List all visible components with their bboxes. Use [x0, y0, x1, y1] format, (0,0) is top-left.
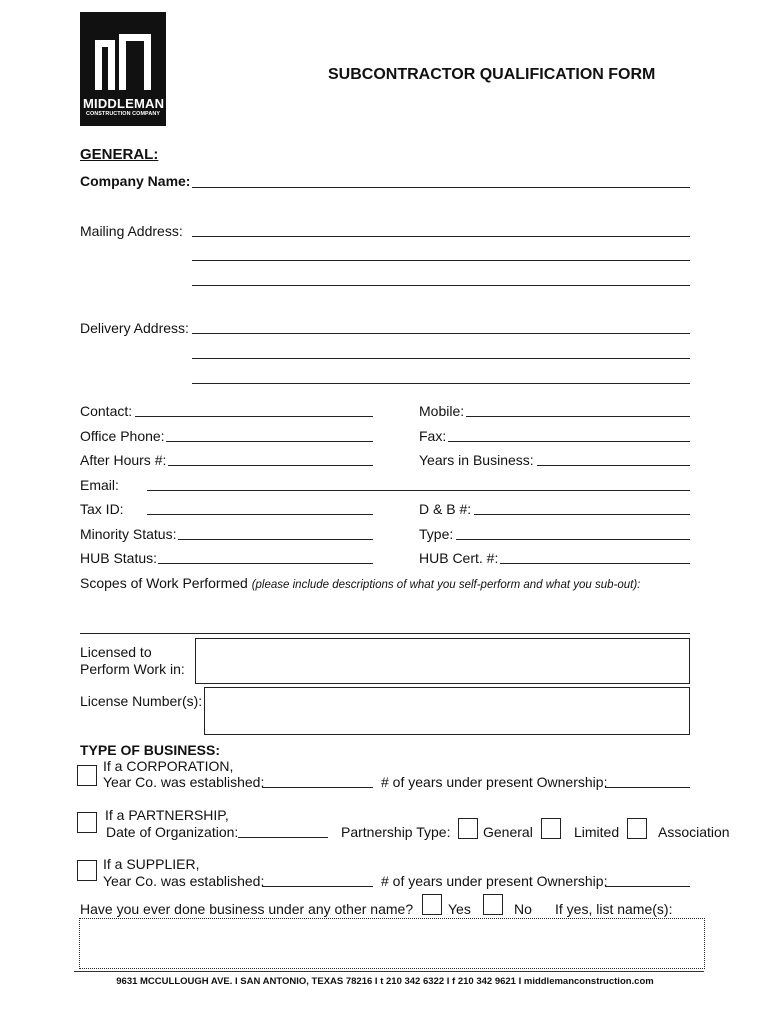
- db-number-field[interactable]: [474, 514, 690, 515]
- supplier-year-established-field[interactable]: [262, 886, 373, 887]
- company-name-label: Company Name:: [80, 173, 191, 189]
- mailing-address-field-2[interactable]: [192, 260, 690, 261]
- scopes-note: (please include descriptions of what you self-perform and what you sub-out):: [251, 579, 641, 591]
- no-checkbox[interactable]: [483, 894, 503, 915]
- mobile-field[interactable]: [466, 416, 690, 417]
- type-label: Type:: [419, 526, 454, 542]
- if-yes-label: If yes, list name(s):: [555, 901, 673, 917]
- email-label: Email:: [80, 477, 119, 493]
- supplier-label: If a SUPPLIER,: [103, 856, 200, 872]
- yes-checkbox[interactable]: [422, 894, 442, 915]
- section-heading-business: TYPE OF BUSINESS:: [80, 742, 221, 758]
- contact-label: Contact:: [80, 403, 133, 419]
- logo-mark-icon: [93, 34, 153, 90]
- after-hours-field[interactable]: [168, 465, 373, 466]
- partnership-type-label: Partnership Type:: [341, 824, 451, 840]
- mailing-address-field-3[interactable]: [192, 285, 690, 286]
- corp-year-established-field[interactable]: [262, 787, 373, 788]
- scopes-label: [80, 575, 640, 593]
- tax-id-field[interactable]: [147, 514, 373, 515]
- years-in-business-field[interactable]: [537, 465, 690, 466]
- logo-name: MIDDLEMAN: [83, 96, 165, 111]
- delivery-address-field-3[interactable]: [192, 383, 690, 384]
- association-checkbox[interactable]: [627, 818, 647, 839]
- fax-label: Fax:: [419, 428, 447, 444]
- limited-checkbox[interactable]: [541, 818, 561, 839]
- delivery-address-field-1[interactable]: [192, 333, 690, 334]
- corp-years-ownership-field[interactable]: [605, 787, 690, 788]
- corporation-checkbox[interactable]: [77, 765, 97, 786]
- scopes-field[interactable]: [80, 633, 690, 634]
- scopes-title: Scopes of Work Performed: [80, 575, 248, 591]
- supplier-years-ownership-field[interactable]: [605, 886, 690, 887]
- general-label: General: [483, 824, 533, 840]
- date-org-field[interactable]: [238, 837, 328, 838]
- licensed-label-1: Licensed to: [80, 644, 152, 660]
- after-hours-label: After Hours #:: [80, 452, 167, 468]
- other-name-question: Have you ever done business under any other name?: [80, 901, 414, 917]
- hub-cert-field[interactable]: [500, 563, 690, 564]
- association-label: Association: [658, 824, 730, 840]
- type-field[interactable]: [456, 539, 690, 540]
- corporation-label: If a CORPORATION,: [103, 758, 234, 774]
- licensed-field[interactable]: [195, 638, 690, 684]
- supplier-years-ownership-label: # of years under present Ownership:: [381, 873, 608, 889]
- minority-status-label: Minority Status:: [80, 526, 177, 542]
- mailing-address-field-1[interactable]: [192, 236, 690, 237]
- license-numbers-label: License Number(s):: [80, 693, 203, 709]
- date-org-label: Date of Organization:: [106, 824, 239, 840]
- years-in-business-label: Years in Business:: [419, 452, 534, 468]
- email-field[interactable]: [147, 490, 690, 491]
- other-names-field[interactable]: [79, 918, 705, 969]
- yes-label: Yes: [448, 901, 471, 917]
- supplier-checkbox[interactable]: [77, 860, 97, 881]
- hub-status-label: HUB Status:: [80, 550, 158, 566]
- tax-id-label: Tax ID:: [80, 501, 124, 517]
- corp-year-established-label: Year Co. was established:: [103, 774, 265, 790]
- limited-label: Limited: [574, 824, 620, 840]
- company-logo: [80, 12, 166, 126]
- delivery-address-field-2[interactable]: [192, 358, 690, 359]
- section-heading-general: GENERAL:: [80, 146, 159, 163]
- contact-field[interactable]: [135, 416, 373, 417]
- logo-subtitle: CONSTRUCTION COMPANY: [85, 111, 161, 117]
- supplier-year-established-label: Year Co. was established:: [103, 873, 265, 889]
- office-phone-field[interactable]: [166, 441, 373, 442]
- hub-status-field[interactable]: [158, 563, 373, 564]
- company-name-field[interactable]: [192, 187, 690, 188]
- mailing-address-label: Mailing Address:: [80, 223, 183, 239]
- db-number-label: D & B #:: [419, 501, 472, 517]
- footer-contact: 9631 MCCULLOUGH AVE. I SAN ANTONIO, TEXAS 78216 I t 210 342 6322 I f 210 342 9621 I middlemanconstruction.com: [116, 976, 654, 987]
- no-label: No: [514, 901, 532, 917]
- footer-divider: [74, 971, 704, 972]
- license-numbers-field[interactable]: [204, 687, 690, 735]
- partnership-label: If a PARTNERSHIP,: [105, 807, 229, 823]
- licensed-label-2: Perform Work in:: [80, 661, 185, 677]
- corp-years-ownership-label: # of years under present Ownership:: [381, 774, 608, 790]
- partnership-checkbox[interactable]: [77, 812, 97, 833]
- general-checkbox[interactable]: [458, 818, 478, 839]
- mobile-label: Mobile:: [419, 403, 465, 419]
- hub-cert-label: HUB Cert. #:: [419, 550, 499, 566]
- fax-field[interactable]: [448, 441, 690, 442]
- delivery-address-label: Delivery Address:: [80, 320, 189, 336]
- minority-status-field[interactable]: [178, 539, 373, 540]
- office-phone-label: Office Phone:: [80, 428, 165, 444]
- page-title: SUBCONTRACTOR QUALIFICATION FORM: [328, 66, 656, 83]
